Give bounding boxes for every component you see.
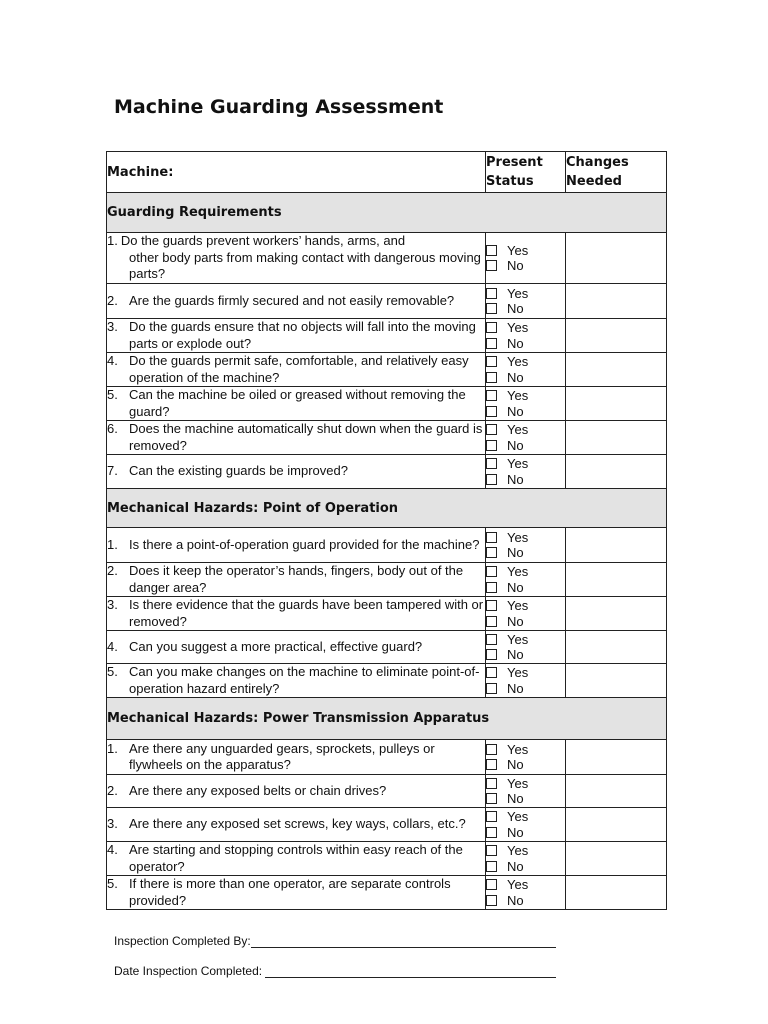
changes-needed-cell[interactable] bbox=[566, 808, 667, 842]
yes-label: Yes bbox=[507, 285, 529, 301]
question-number: 3. bbox=[107, 319, 118, 334]
present-status-cell bbox=[486, 563, 566, 597]
yes-label: Yes bbox=[507, 775, 529, 791]
question-cell bbox=[107, 353, 486, 387]
question bbox=[107, 537, 485, 554]
question-text: Do the guards permit safe, comfortable, and relatively easy operation of the machine? bbox=[129, 353, 469, 385]
question bbox=[107, 563, 485, 596]
question-row bbox=[107, 808, 667, 842]
question-cell bbox=[107, 597, 486, 631]
changes-needed-line2: Needed bbox=[566, 174, 622, 189]
no-option[interactable] bbox=[486, 859, 565, 875]
yes-option[interactable] bbox=[486, 456, 565, 472]
question-number: 6. bbox=[107, 421, 118, 436]
yes-label: Yes bbox=[507, 354, 529, 369]
page-title: Machine Guarding Assessment bbox=[114, 96, 444, 118]
no-label: No bbox=[507, 258, 524, 273]
question-number: 4. bbox=[107, 638, 118, 654]
no-checkbox[interactable] bbox=[486, 861, 497, 872]
no-label: No bbox=[507, 301, 524, 316]
yes-option[interactable] bbox=[486, 877, 565, 893]
yes-checkbox[interactable] bbox=[486, 245, 497, 256]
question-text: Is there a point-of-operation guard provided for the machine? bbox=[129, 536, 480, 552]
section-row bbox=[107, 193, 667, 233]
question-number: 5. bbox=[107, 387, 118, 402]
no-option[interactable] bbox=[486, 404, 565, 420]
yes-option[interactable] bbox=[486, 809, 565, 825]
changes-needed-cell[interactable] bbox=[566, 455, 667, 489]
question-number: 3. bbox=[107, 816, 118, 832]
question-text: Can the existing guards be improved? bbox=[129, 463, 348, 479]
changes-needed-cell[interactable] bbox=[566, 597, 667, 631]
question bbox=[107, 876, 485, 909]
yes-option[interactable] bbox=[486, 776, 565, 792]
question-text: Is there evidence that the guards have been tampered with or removed? bbox=[129, 597, 484, 629]
no-option[interactable] bbox=[486, 336, 565, 352]
no-checkbox[interactable] bbox=[486, 895, 497, 906]
question-number: 2. bbox=[107, 292, 118, 308]
yes-checkbox[interactable] bbox=[486, 879, 497, 890]
no-checkbox[interactable] bbox=[486, 406, 497, 417]
question-row bbox=[107, 455, 667, 489]
yes-option[interactable] bbox=[486, 665, 565, 681]
no-option[interactable] bbox=[486, 258, 565, 274]
question bbox=[107, 842, 485, 875]
question-cell bbox=[107, 631, 486, 664]
yes-label: Yes bbox=[507, 843, 529, 858]
question-row bbox=[107, 233, 667, 284]
no-option[interactable] bbox=[486, 301, 565, 317]
question-cell bbox=[107, 740, 486, 775]
question-text-continued: other body parts from making contact with dangerous moving parts? bbox=[129, 249, 481, 282]
yes-option[interactable] bbox=[486, 843, 565, 859]
question-text: Are there any exposed belts or chain drives? bbox=[129, 782, 387, 798]
no-checkbox[interactable] bbox=[486, 338, 497, 349]
changes-needed-cell[interactable] bbox=[566, 233, 667, 284]
no-checkbox[interactable] bbox=[486, 683, 497, 694]
question-row bbox=[107, 775, 667, 808]
question-row bbox=[107, 284, 667, 319]
no-label: No bbox=[507, 791, 524, 806]
question bbox=[107, 233, 485, 283]
question-text: Are there any unguarded gears, sprockets, pulleys or flywheels on the apparatus? bbox=[129, 740, 435, 772]
no-option[interactable] bbox=[486, 438, 565, 454]
yes-checkbox[interactable] bbox=[486, 322, 497, 333]
question-number: 1. bbox=[107, 233, 118, 249]
question-text: Can you suggest a more practical, effective guard? bbox=[129, 638, 423, 654]
no-checkbox[interactable] bbox=[486, 827, 497, 838]
present-status-cell bbox=[486, 740, 566, 775]
question bbox=[107, 421, 485, 454]
header-row bbox=[107, 152, 667, 193]
question-number: 4. bbox=[107, 842, 118, 857]
question-row bbox=[107, 421, 667, 455]
no-checkbox[interactable] bbox=[486, 372, 497, 383]
changes-needed-cell[interactable] bbox=[566, 876, 667, 910]
yes-label: Yes bbox=[507, 242, 529, 258]
present-status-header bbox=[486, 152, 566, 193]
changes-needed-cell[interactable] bbox=[566, 563, 667, 597]
question bbox=[107, 597, 485, 630]
question-row bbox=[107, 563, 667, 597]
yes-checkbox[interactable] bbox=[486, 532, 497, 543]
question-row bbox=[107, 528, 667, 563]
question-number: 2. bbox=[107, 782, 118, 798]
question-cell bbox=[107, 808, 486, 842]
question-row bbox=[107, 740, 667, 775]
present-status-cell bbox=[486, 421, 566, 455]
question-number: 3. bbox=[107, 597, 118, 612]
no-option[interactable] bbox=[486, 545, 565, 561]
no-label: No bbox=[507, 369, 524, 385]
inspection-completed-by bbox=[114, 934, 556, 948]
machine-label: Machine: bbox=[107, 152, 486, 193]
changes-needed-cell[interactable] bbox=[566, 421, 667, 455]
question-row bbox=[107, 664, 667, 698]
yes-checkbox[interactable] bbox=[486, 356, 497, 367]
yes-option[interactable] bbox=[486, 742, 565, 758]
present-status-cell bbox=[486, 775, 566, 808]
present-status-cell bbox=[486, 353, 566, 387]
question-number: 1. bbox=[107, 740, 118, 756]
question-text: Can the machine be oiled or greased without removing the guard? bbox=[129, 387, 466, 419]
yes-checkbox[interactable] bbox=[486, 744, 497, 755]
changes-needed-cell[interactable] bbox=[566, 387, 667, 421]
changes-needed-cell[interactable] bbox=[566, 740, 667, 775]
no-checkbox[interactable] bbox=[486, 547, 497, 558]
changes-needed-cell[interactable] bbox=[566, 284, 667, 319]
date-inspection-completed-field[interactable] bbox=[265, 965, 556, 978]
present-status-cell bbox=[486, 319, 566, 353]
no-label: No bbox=[507, 579, 524, 595]
question-row bbox=[107, 597, 667, 631]
question bbox=[107, 319, 485, 352]
section-title: Mechanical Hazards: Point of Operation bbox=[107, 489, 667, 528]
yes-option[interactable] bbox=[486, 632, 565, 648]
no-checkbox[interactable] bbox=[486, 759, 497, 770]
section-row bbox=[107, 489, 667, 528]
question-row bbox=[107, 319, 667, 353]
date-inspection-completed bbox=[114, 964, 556, 978]
question-number: 7. bbox=[107, 463, 118, 479]
question bbox=[107, 664, 485, 697]
question-row bbox=[107, 842, 667, 876]
present-status-line2: Status bbox=[486, 174, 534, 189]
yes-checkbox[interactable] bbox=[486, 288, 497, 299]
yes-option[interactable] bbox=[486, 286, 565, 302]
no-checkbox[interactable] bbox=[486, 616, 497, 627]
no-checkbox[interactable] bbox=[486, 649, 497, 660]
question-text: Are the guards firmly secured and not easily removable? bbox=[129, 292, 455, 308]
section-row bbox=[107, 698, 667, 740]
yes-option[interactable] bbox=[486, 243, 565, 259]
yes-label: Yes bbox=[507, 564, 529, 579]
yes-checkbox[interactable] bbox=[486, 390, 497, 401]
present-status-cell bbox=[486, 664, 566, 698]
yes-label: Yes bbox=[507, 877, 529, 892]
yes-label: Yes bbox=[507, 388, 529, 403]
no-label: No bbox=[507, 858, 524, 874]
yes-label: Yes bbox=[507, 320, 529, 335]
no-label: No bbox=[507, 757, 524, 772]
yes-label: Yes bbox=[507, 422, 529, 437]
question-row bbox=[107, 387, 667, 421]
question bbox=[107, 783, 485, 800]
inspection-completed-by-label: Inspection Completed By: bbox=[114, 934, 251, 948]
yes-label: Yes bbox=[507, 456, 529, 471]
no-option[interactable] bbox=[486, 647, 565, 663]
present-status-cell bbox=[486, 597, 566, 631]
date-inspection-completed-label: Date Inspection Completed: bbox=[114, 964, 263, 978]
no-label: No bbox=[507, 471, 524, 487]
changes-needed-cell[interactable] bbox=[566, 664, 667, 698]
yes-checkbox[interactable] bbox=[486, 811, 497, 822]
no-option[interactable] bbox=[486, 472, 565, 488]
no-label: No bbox=[507, 613, 524, 629]
question-text: Can you make changes on the machine to eliminate point-of-operation hazard entirely? bbox=[129, 664, 480, 696]
changes-needed-header bbox=[566, 152, 667, 193]
question bbox=[107, 293, 485, 310]
question-text: Does it keep the operator’s hands, fingers, body out of the danger area? bbox=[129, 563, 464, 595]
question-cell bbox=[107, 876, 486, 910]
question bbox=[107, 463, 485, 480]
question-text: If there is more than one operator, are separate controls provided? bbox=[129, 876, 451, 908]
no-option[interactable] bbox=[486, 825, 565, 841]
changes-needed-cell[interactable] bbox=[566, 528, 667, 563]
yes-checkbox[interactable] bbox=[486, 634, 497, 645]
question bbox=[107, 816, 485, 833]
no-option[interactable] bbox=[486, 681, 565, 697]
changes-needed-line1: Changes bbox=[566, 155, 629, 170]
no-label: No bbox=[507, 437, 524, 453]
yes-option[interactable] bbox=[486, 598, 565, 614]
yes-option[interactable] bbox=[486, 388, 565, 404]
question-cell bbox=[107, 842, 486, 876]
no-label: No bbox=[507, 647, 524, 662]
question-cell bbox=[107, 421, 486, 455]
changes-needed-cell[interactable] bbox=[566, 353, 667, 387]
no-option[interactable] bbox=[486, 370, 565, 386]
no-label: No bbox=[507, 545, 524, 560]
yes-option[interactable] bbox=[486, 564, 565, 580]
question-cell bbox=[107, 563, 486, 597]
no-checkbox[interactable] bbox=[486, 260, 497, 271]
question-cell bbox=[107, 664, 486, 698]
question-number: 2. bbox=[107, 563, 118, 578]
no-option[interactable] bbox=[486, 614, 565, 630]
changes-needed-cell[interactable] bbox=[566, 631, 667, 664]
present-status-cell bbox=[486, 455, 566, 489]
no-checkbox[interactable] bbox=[486, 474, 497, 485]
question-cell bbox=[107, 233, 486, 284]
yes-label: Yes bbox=[507, 631, 529, 647]
yes-checkbox[interactable] bbox=[486, 600, 497, 611]
question-cell bbox=[107, 319, 486, 353]
present-status-cell bbox=[486, 808, 566, 842]
question bbox=[107, 387, 485, 420]
question-cell bbox=[107, 528, 486, 563]
changes-needed-cell[interactable] bbox=[566, 319, 667, 353]
yes-option[interactable] bbox=[486, 422, 565, 438]
no-option[interactable] bbox=[486, 757, 565, 773]
question-number: 1. bbox=[107, 536, 118, 552]
yes-label: Yes bbox=[507, 598, 529, 613]
present-status-cell bbox=[486, 233, 566, 284]
question bbox=[107, 353, 485, 386]
yes-checkbox[interactable] bbox=[486, 667, 497, 678]
present-status-cell bbox=[486, 387, 566, 421]
question-text: Do the guards prevent workers’ hands, arms, and bbox=[120, 233, 406, 249]
yes-checkbox[interactable] bbox=[486, 424, 497, 435]
yes-option[interactable] bbox=[486, 320, 565, 336]
question bbox=[107, 741, 485, 774]
question-cell bbox=[107, 775, 486, 808]
present-status-cell bbox=[486, 631, 566, 664]
no-checkbox[interactable] bbox=[486, 440, 497, 451]
no-label: No bbox=[507, 892, 524, 908]
question-row bbox=[107, 353, 667, 387]
present-status-cell bbox=[486, 284, 566, 319]
yes-option[interactable] bbox=[486, 354, 565, 370]
no-option[interactable] bbox=[486, 893, 565, 909]
yes-label: Yes bbox=[507, 809, 529, 824]
changes-needed-cell[interactable] bbox=[566, 775, 667, 808]
no-label: No bbox=[507, 680, 524, 696]
question-text: Does the machine automatically shut down when the guard is removed? bbox=[129, 421, 483, 453]
yes-checkbox[interactable] bbox=[486, 566, 497, 577]
no-checkbox[interactable] bbox=[486, 793, 497, 804]
question-number: 4. bbox=[107, 353, 118, 368]
question-row bbox=[107, 631, 667, 664]
present-status-cell bbox=[486, 528, 566, 563]
yes-checkbox[interactable] bbox=[486, 778, 497, 789]
no-option[interactable] bbox=[486, 580, 565, 596]
present-status-cell bbox=[486, 842, 566, 876]
yes-label: Yes bbox=[507, 741, 529, 757]
no-label: No bbox=[507, 335, 524, 351]
yes-checkbox[interactable] bbox=[486, 458, 497, 469]
yes-option[interactable] bbox=[486, 530, 565, 546]
changes-needed-cell[interactable] bbox=[566, 842, 667, 876]
assessment-table bbox=[106, 151, 667, 910]
question-cell bbox=[107, 284, 486, 319]
yes-label: Yes bbox=[507, 529, 529, 545]
question bbox=[107, 639, 485, 656]
yes-label: Yes bbox=[507, 665, 529, 680]
question-text: Are there any exposed set screws, key ways, collars, etc.? bbox=[129, 816, 466, 832]
question-text: Are starting and stopping controls within easy reach of the operator? bbox=[129, 842, 463, 874]
inspection-completed-by-field[interactable] bbox=[251, 935, 556, 948]
no-label: No bbox=[507, 403, 524, 419]
section-title: Mechanical Hazards: Power Transmission Apparatus bbox=[107, 698, 667, 740]
question-cell bbox=[107, 387, 486, 421]
no-label: No bbox=[507, 824, 524, 840]
section-title: Guarding Requirements bbox=[107, 193, 667, 233]
no-checkbox[interactable] bbox=[486, 303, 497, 314]
question-number: 5. bbox=[107, 664, 118, 679]
question-text: Do the guards ensure that no objects will fall into the moving parts or explode out? bbox=[129, 319, 476, 351]
no-checkbox[interactable] bbox=[486, 582, 497, 593]
no-option[interactable] bbox=[486, 791, 565, 807]
question-cell bbox=[107, 455, 486, 489]
present-status-line1: Present bbox=[486, 155, 543, 170]
present-status-cell bbox=[486, 876, 566, 910]
question-row bbox=[107, 876, 667, 910]
question-number: 5. bbox=[107, 876, 118, 891]
yes-checkbox[interactable] bbox=[486, 845, 497, 856]
